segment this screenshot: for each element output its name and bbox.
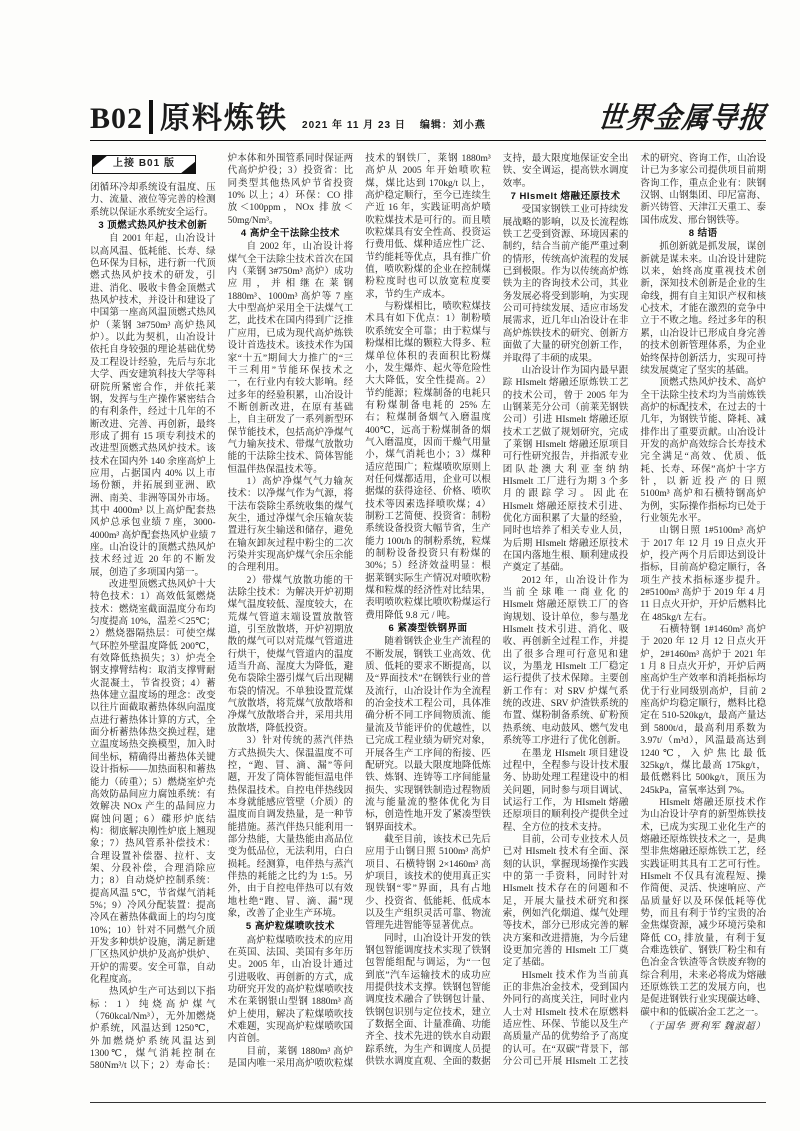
article-paragraph: 在墨龙 HIsmelt 项目建设过程中，全程参与设计技术服务、协助处理工程建设中的相关问题，同时参与项目调试、试运行工作，为 HIsmelt 熔融还原项目的顺利投产提供全过程、全方位的技术支持。 bbox=[502, 748, 629, 833]
footer-rule bbox=[90, 1102, 766, 1103]
section-heading: 4 高炉全干法除尘技术 bbox=[240, 228, 340, 240]
section-heading: 6 紧凑型铁钢界面 bbox=[388, 623, 468, 635]
page-header bbox=[90, 88, 766, 134]
article-paragraph: 1）高炉净煤气气力输灰技术：以净煤气作为气源，将干法布袋除尘系统收集的煤气灰尘，通过净煤气余压输灰装置进行灰尘输送和储存，避免在输灰卸灰过程中粉尘的二次污染并实现高炉煤气余压余能的合理利用。 bbox=[227, 476, 354, 574]
article-paragraph: 目前，公司专业技术人员已对 HIsmelt 技术有全面、深刻的认识，掌握现场操作实践中的第一手资料，同时针对 HIsmelt 技术存在的问题和不足，开展大量技术研究和探索，例如汽化烟道、煤气处理等技术，部分已形成完善的解决方案和改进措施，为今后建设更加完善的 HIsmelt 工厂奠定了基础。 bbox=[502, 834, 629, 969]
article-paragraph: 受国家钢铁工业可持续发展战略的影响，以及长流程炼铁工艺受到资源、环境因素的制约，结合当前产能严重过剩的情形，传统高炉流程的发展已到极限。作为以传统高炉炼铁为主的咨询技术公司，其业务发展必将受到影响，为实现公司可持续发展、适应市场发展需求，近几年山冶设计在非高炉炼铁技术的研究、创新方面做了大量的研究创新工作，并取得了丰硕的成果。 bbox=[502, 205, 629, 364]
article-paragraph: 自 2002 年，山冶设计将煤气全干法除尘技术首次在国内（莱钢 3#750m³ 高炉）成功应用，并相继在莱钢 1880m³、1000m³ 高炉等 7 座大中型高炉采用全干法煤气工艺，此技术在国内得到广泛推广应用，已成为现代高炉炼铁设计首选技术。该技术作为国家“十五”期间大力推广的“三干三利用”节能环保技术之一，在行业内有较大影响。经过多年的经验积累，山冶设计不断创新改进，在原有基础上，自主研发了一系列新型环保节能技术，包括高炉净煤气气力输灰技术、带煤气放散功能的干法除尘技术、筒体智能恒温伴热保温技术等。 bbox=[227, 242, 354, 475]
article-paragraph: 山钢日照 1#5100m³ 高炉于 2017 年 12 月 19 日点火开炉，投产两个月后即达到设计指标，目前高炉稳定顺行，各项生产技术指标逐步提升。2#5100m³ 高炉于 2019 年 4 月 11 日点火开炉，开炉后燃料比在 485kg/t 左右。 bbox=[640, 526, 766, 623]
article-paragraph: 同时，山冶设计开发的铁钢包智能调度技术实现了铁钢包智能组配与调运，为“一包到底”汽车运输技术的成功应用提供技术支撑。铁钢包智能调度技术融合了铁钢包计量、铁钢包识别与定位技术，建立了数据全面、计量准确、功能齐全、技术先进的铁水自动跟踪系统，为生产和调度人员提供铁水调度直观、全面的数据支持，最大限度地保证安全出铁、安全调运，提高铁水调度效率。 bbox=[365, 154, 629, 1068]
article-paragraph: 3）针对传统的蒸汽伴热方式热损失大、保温温度不可控，“跑、冒、滴、漏”等问题，开发了筒体智能恒温电伴热保温技术。自控电伴热线因本身就能感应管壁（介质）的温度而自调发热量，是一种节能措施。蒸汽伴热只能利用一部分热能，大量热能由高品位变为低品位，无法利用，白白损耗。经测算，电伴热与蒸汽伴热的耗能之比约为 1:5。另外，由于自控电伴热可以有效地杜绝“跑、冒、滴、漏”现象，改善了企业生产环境。 bbox=[227, 736, 354, 919]
header-divider bbox=[149, 100, 153, 134]
article-paragraph: 与粉煤相比，喷吹粒煤技术具有如下优点：1）制粉喷吹系统安全可靠；由于粒煤与粉煤相比煤的颗粒大得多、粒煤单位体积的表面积比粉煤小，发生爆炸、起火等危险性大大降低，安全性提高。2）节约能源；粒煤制备的电耗只有粉煤制备电耗的 25% 左右；粒煤制备烟气入磨温度 400℃，远高于粉煤制备的烟气入磨温度，因而干燥气用量小，煤气消耗也小；3）煤种适应范围广；粒煤喷吹原则上对任何煤都适用，企业可以根据煤的获得途径、价格、喷吹技术等因素选择喷吹煤；4）制粉工艺简便、投资省：制粉系统设备投资大幅节省，生产能力 100t/h 的制粉系统，粒煤的制粉设备投资只有粉煤的 30%；5）经济效益明显：根据莱钢实际生产情况对喷吹粉煤和粒煤的经济性对比结果，表明喷吹粒煤比喷吹粉煤运行费用降低 9.8 元 / 吨。 bbox=[365, 302, 491, 621]
section-title: 原料炼铁 bbox=[160, 102, 289, 135]
article-paragraph: 石横特钢 1#1460m³ 高炉于 2020 年 12 月 12 日点火开炉，2#1460m³ 高炉于 2021 年 1 月 8 日点火开炉，开炉后两座高炉生产效率和消耗指标均优于行业同级别高炉，目前 2 座高炉均稳定顺行，燃料比稳定在 510-520kg/t，最高产量达到 5800t/d，最高利用系数为 3.97t/（m³d），风温最高达到 1240℃，入炉焦比最低 325kg/t，煤比最高 175kg/t，最低燃料比 500kg/t，顶压为 245kPa，富氧率达到 7%。 bbox=[640, 625, 766, 796]
article-paragraph: 随着钢铁企业生产流程的不断发展，钢铁工业高效、优质、低耗的要求不断提高，以及“界面技术”在钢铁行业的普及流行，山冶设计作为全流程的冶金技术工程公司，具体准确分析不同工序间物质流、能量流及节能评价的优越性，以已完成工程业绩为研究对象，开展各生产工序间的衔接、匹配研究。以最大限度地降低炼铁、炼钢、连铸等工序间能量损失、实现钢铁制造过程物质流与能量流的整体优化为目标，创造性地开发了紧凑型铁钢界面技术。 bbox=[365, 637, 491, 833]
section-heading: 3 顶燃式热风炉技术创新 bbox=[98, 220, 208, 232]
editor-credit: 编辑：刘小燕 bbox=[419, 120, 486, 131]
article-paragraph: 闭循环冷却系统设有温度、压力、流量、液位等完善的检测系统以保证水系统安全运行。 bbox=[90, 183, 216, 218]
article-paragraph: HIsmelt 技术作为当前真正的非焦冶金技术，受到国内外同行的高度关注，同时业内人士对 HIsmelt 技术在原燃料适应性、环保、节能以及生产高质量产品的优势给予了高度的认可。在“双碳”背景下，部分公司已开展 HIsmelt 工艺技术的研究、咨询工作，山冶设计已为多家公司提供项目前期咨询工作，重点企业有：陕钢汉钢、山钢集团、印尼富海、新兴铸管、天津江天重工、泰国伟成发、邢台钢铁等。 bbox=[502, 154, 766, 1068]
article-paragraph: 自 2001 年起，山冶设计以高风温、低耗能、长寿、绿色环保为目标，进行新一代顶燃式热风炉技术的研发，引进、消化、吸收卡鲁金顶燃式热风炉技术，并设计和建设了中国第一座高风温顶燃式热风炉（莱钢 3#750m³ 高炉热风炉）。以此为契机，山冶设计依托自身较强的理论基础优势及工程设计经验，先后与东北大学、西安建筑科技大学等科研院所紧密合作，并依托莱钢，发挥与生产操作紧密结合的有利条件，经过十几年的不断改进、完善、再创新，最终形成了拥有 15 项专利技术的改进型顶燃式热风炉技术。该技术在国内外 140 余座高炉上应用，占据国内 40% 以上市场份额，并拓展到亚洲、欧洲、南美、非洲等国外市场。其中 4000m³ 以上高炉配套热风炉总承包业绩 7 座，3000-4000m³ 高炉配套热风炉业绩 7 座。山冶设计的顶燃式热风炉技术经过近 20 年的不断发展，创造了多项国内第一。 bbox=[90, 234, 216, 578]
article-paragraph: 热风炉生产可达到以下指标：1）纯烧高炉煤气（760kcal/Nm³），无外加燃烧炉系统，风温达到 1250℃，外加燃烧炉系统风温达到 1300℃，煤气消耗控制在 580Nm³/t 以下；2）寿命长：炉本体和外围管系同时保证两代高炉炉役；3）投资省：比同类型其他热风炉节省投资 10% 以上；4）环保：CO 排放＜100ppm，NOx 排放＜50mg/Nm³。 bbox=[90, 154, 354, 1072]
continuation-badge bbox=[92, 155, 196, 174]
section-heading: 7 HIsmelt 熔融还原技术 bbox=[510, 191, 621, 203]
byline: （于国华 贾利军 魏淑超） bbox=[643, 1022, 766, 1033]
article-body bbox=[90, 153, 766, 1078]
header-rule bbox=[90, 140, 766, 141]
article-paragraph: 高炉粒煤喷吹技术的应用在英国、法国、美国有多年历史。2005 年，山冶设计通过引进吸收、再创新的方式，成功研究开发的高炉粒煤喷吹技术在莱钢银山型钢 1880m³ 高炉上使用，解决了粒煤喷吹技术难题，实现高炉粒煤喷吹国内首创。 bbox=[227, 935, 354, 1045]
page-number: B02 bbox=[90, 102, 144, 135]
article-paragraph: 改进型顶燃式热风炉十大特色技术：1）高效低氮燃烧技术：燃烧室截面温度分布均匀度提高 10%，温差＜25℃；2）燃烧器隔热层：可使空煤气环腔外壁温度降低 200℃，有效降低热损失；3）炉壳全钢支撑臂结构：取消支撑臂耐火混凝土，节省投资；4）蓄热体建立温度场的理念：改变以往片面截取蓄热体纵向温度点进行蓄热体计算的方式，全面分析蓄热体热交换过程，建立温度场热交换模型，加入时间坐标，精确得出蓄热体关键设计指标——加热面积和蓄热能力（砖重）；5）燃烧室炉壳高效防晶间应力腐蚀系统：有效解决 NOx 产生的晶间应力腐蚀问题；6）碟形炉底结构：彻底解决刚性炉底上翘现象；7）热风管系补偿技术：合理设置补偿器、拉杆、支架、分段补偿，合理消除应力；8）自动烧炉控制系统：提高风温 5℃，节省煤气消耗 5%；9）冷风分配装置：提高冷风在蓄热体截面上的均匀度 10%；10）针对不同燃气介质开发多种烘炉设施，满足新建厂区热风炉烘炉及高炉烘炉、开炉的需要。安全可靠，自动化程度高。 bbox=[90, 580, 216, 985]
badge-corner-icon bbox=[92, 155, 108, 168]
continuation-badge-label: 上接 B01 版 bbox=[113, 158, 175, 170]
article-paragraph: 顶燃式热风炉技术、高炉全干法除尘技术均为当前炼铁高炉的标配技术，在过去的十几年，为钢铁节能、降耗、减排作出了重要贡献。山冶设计开发的高炉高效综合长寿技术完全满足“高效、优质、低耗、长寿、环保”高炉十字方针，以新近投产的日照 5100m³ 高炉和石横特钢高炉为例，实际操作指标均已处于行业领先水平。 bbox=[640, 378, 766, 524]
article-paragraph: 截至目前，该技术已先后应用于山钢日照 5100m³ 高炉项目、石横特钢 2×1460m³ 高炉项目，该技术的使用真正实现铁钢“零”界面，具有占地少、投资省、低能耗、低成本以及生产组织灵活可靠、物流管理先进智能等显著优点。 bbox=[365, 834, 491, 932]
article-paragraph: 2）带煤气放散功能的干法除尘技术：为解决开炉初期煤气温度较低、湿度较大，在荒煤气管道末端设置放散管道，引至放散塔，开炉初期放散的煤气可以对荒煤气管道进行烘干，使煤气管道内的温度适当升高、湿度大为降低，避免布袋除尘器引煤气后出现糊布袋的情况。不单独设置荒煤气放散塔，将荒煤气放散塔和净煤气放散塔合并，采用共用放散塔，降低投资。 bbox=[227, 575, 354, 734]
article-paragraph: 2012 年，山冶设计作为当前全球唯一商业化的 HIsmelt 熔融还原铁工厂的咨询规划、设计单位，参与墨龙 HIsmelt 技术引进、消化、吸收、再创新全过程工作，并提出了很多合理可行意见和建议，为墨龙 HIsmelt 工厂稳定运行提供了技术保障。主要创新工作有：对 SRV 炉煤气系统的改进、SRV 炉渣铁系统的布置、煤粉制备系统、矿粉预热系统、电动鼓风、燃气发电系统等工序进行了优化创新。 bbox=[502, 575, 629, 747]
masthead-logo: 世界金属导报 bbox=[596, 101, 768, 136]
article-paragraph: HIsmelt 熔融还原技术作为山冶设计孕育的新型炼铁技术，已成为实现工业化生产的熔融还原炼铁技术之一，是典型非焦熔融还原炼铁工艺，经实践证明其具有工艺可行性。HIsmelt 不仅具有流程短、操作简便、灵活、快速响应、产品质量好以及环保低耗等优势，而且有利于节约宝贵的冶金焦煤资源，减少环境污染和降低 CO₂ 排放量，有利于复合难选铁矿、钢铁厂粉尘和有色冶金含铁渣等含铁废弃物的综合利用，未来必将成为熔融还原炼铁工艺的发展方向，也是促进钢铁行业实现碳达峰、碳中和的低碳冶金工艺之一。 bbox=[640, 797, 766, 1018]
section-heading: 5 高炉粒煤喷吹技术 bbox=[245, 921, 335, 933]
section-heading: 8 结语 bbox=[688, 228, 718, 240]
article-paragraph: 抓创新就是抓发展，谋创新就是谋未来。山冶设计建院以来，始终高度重视技术创新，深知技术创新是企业的生命线，拥有自主知识产权和核心技术，才能在激烈的竞争中立于不败之地。经过多年的积累，山冶设计已形成自身完善的技术创新管理体系，为企业始终保持创新活力，实现可持续发展奠定了坚实的基础。 bbox=[640, 242, 766, 376]
dateline: 2021 年 11 月 23 日 bbox=[302, 120, 406, 131]
article-paragraph: 目前，莱钢 1880m³ 高炉是国内唯一采用高炉喷吹粒煤技术的钢铁厂，莱钢 1880m³ 高炉从 2005 年开始喷吹粒煤，煤比达到 170kg/t 以上，高炉稳定顺行，至今已连续生产近 16 年，实践证明高炉喷吹粒煤技术是可行的。而且喷吹粒煤具有安全性高、投资运行费用低、煤种适应性广泛、节约能耗等优点，具有推广价值，喷吹粉煤的企业在控制煤粉粒度时也可以放宽粒度要求，节约生产成本。 bbox=[227, 154, 491, 1070]
article-paragraph: 山冶设计作为国内最早跟踪 HIsmelt 熔融还原炼铁工艺的技术公司，曾于 2005 年为山钢莱芜分公司（前莱芜钢铁公司）引进 HIsmelt 熔融还原技术工艺做了规划研究，完成了莱钢 HIsmelt 熔融还原项目可行性研究报告，并指派专业团队赴澳大利亚奎纳纳 HIsmelt 工厂进行为期 3 个多月的跟踪学习。因此在 HIsmelt 熔融还原技术引进、优化方面积累了大量的经验，同时也培养了相关专业人员，为后期 HIsmelt 熔融还原技术在国内落地生根、顺利建成投产奠定了基础。 bbox=[502, 365, 629, 574]
badge-corner-icon bbox=[180, 161, 196, 174]
